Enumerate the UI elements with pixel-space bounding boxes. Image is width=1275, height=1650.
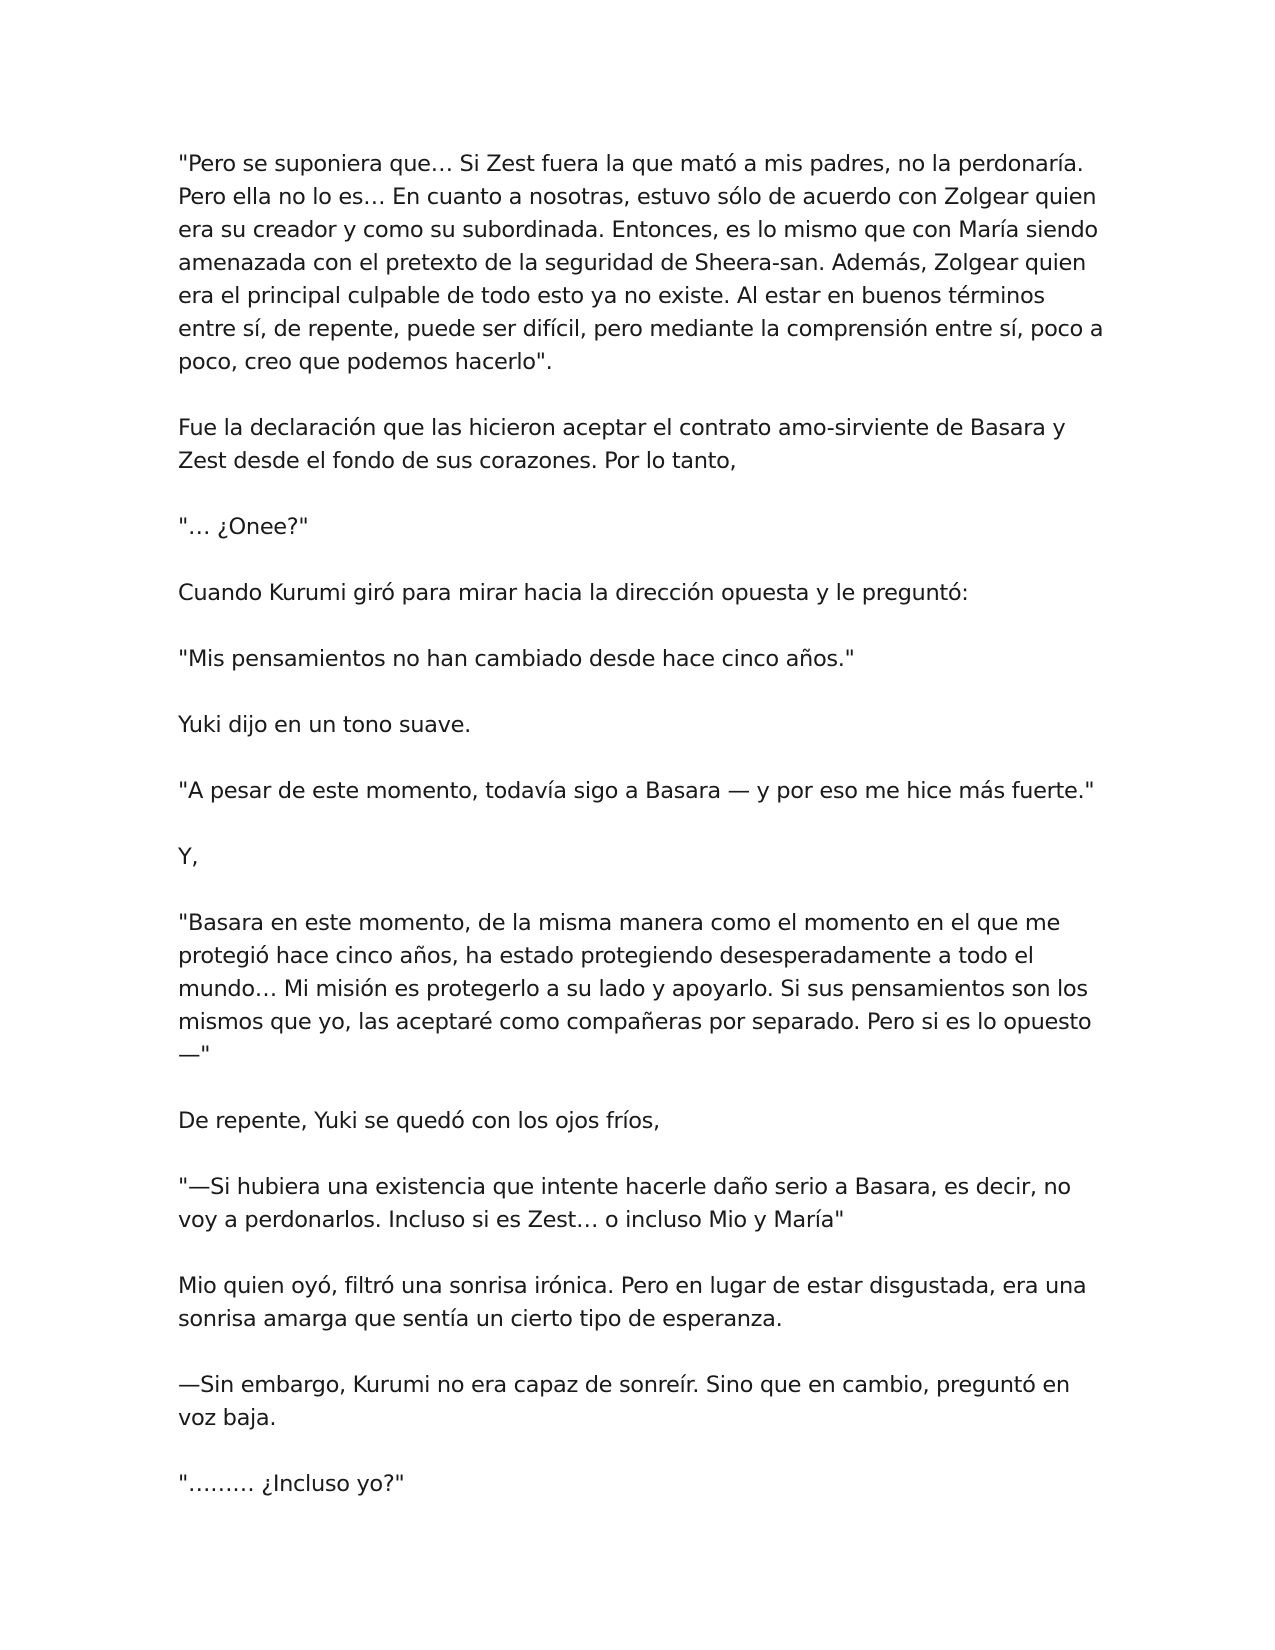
paragraph-9: "Basara en este momento, de la misma manera como el momento en el que me protegió hace cinco años, ha estado protegiendo desesperadamente a todo el mundo… Mi misión es protegerlo a su lado y apoyarlo. Si sus pensamientos son los mismos que yo, las aceptaré como compañeras por separado. Pero si es lo opuesto—" [178,910,1092,1068]
paragraph-14: "……… ¿Incluso yo?" [178,1471,405,1497]
paragraph-2: Fue la declaración que las hicieron aceptar el contrato amo-sirviente de Basara y Zest desde el fondo de sus corazones. Por lo tanto, [178,415,1066,474]
paragraph-4: Cuando Kurumi giró para mirar hacia la dirección opuesta y le preguntó: [178,580,969,606]
document-body [178,148,1108,1501]
paragraph-11: "—Si hubiera una existencia que intente hacerle daño serio a Basara, es decir, no voy a perdonarlos. Incluso si es Zest… o incluso Mio y María" [178,1174,1071,1233]
paragraph-6: Yuki dijo en un tono suave. [178,712,471,738]
paragraph-12: Mio quien oyó, filtró una sonrisa irónica. Pero en lugar de estar disgustada, era una sonrisa amarga que sentía un cierto tipo de esperanza. [178,1273,1087,1332]
paragraph-5: "Mis pensamientos no han cambiado desde hace cinco años." [178,646,855,672]
paragraph-3: "… ¿Onee?" [178,514,309,540]
paragraph-8: Y, [178,844,199,870]
paragraph-10: De repente, Yuki se quedó con los ojos fríos, [178,1108,660,1134]
paragraph-1: "Pero se suponiera que… Si Zest fuera la que mató a mis padres, no la perdonaría. Pero ella no lo es… En cuanto a nosotras, estuvo sólo de acuerdo con Zolgear quien era su creador y como su subordinada. Entonces, es lo mismo que con María siendo amenazada con el pretexto de la seguridad de Sheera-san. Además, Zolgear quien era el principal culpable de todo esto ya no existe. Al estar en buenos términos entre sí, de repente, puede ser difícil, pero mediante la comprensión entre sí, poco a poco, creo que podemos hacerlo". [178,151,1104,375]
paragraph-13: —Sin embargo, Kurumi no era capaz de sonreír. Sino que en cambio, preguntó en voz baja. [178,1372,1070,1431]
paragraph-7: "A pesar de este momento, todavía sigo a Basara — y por eso me hice más fuerte." [178,778,1095,804]
